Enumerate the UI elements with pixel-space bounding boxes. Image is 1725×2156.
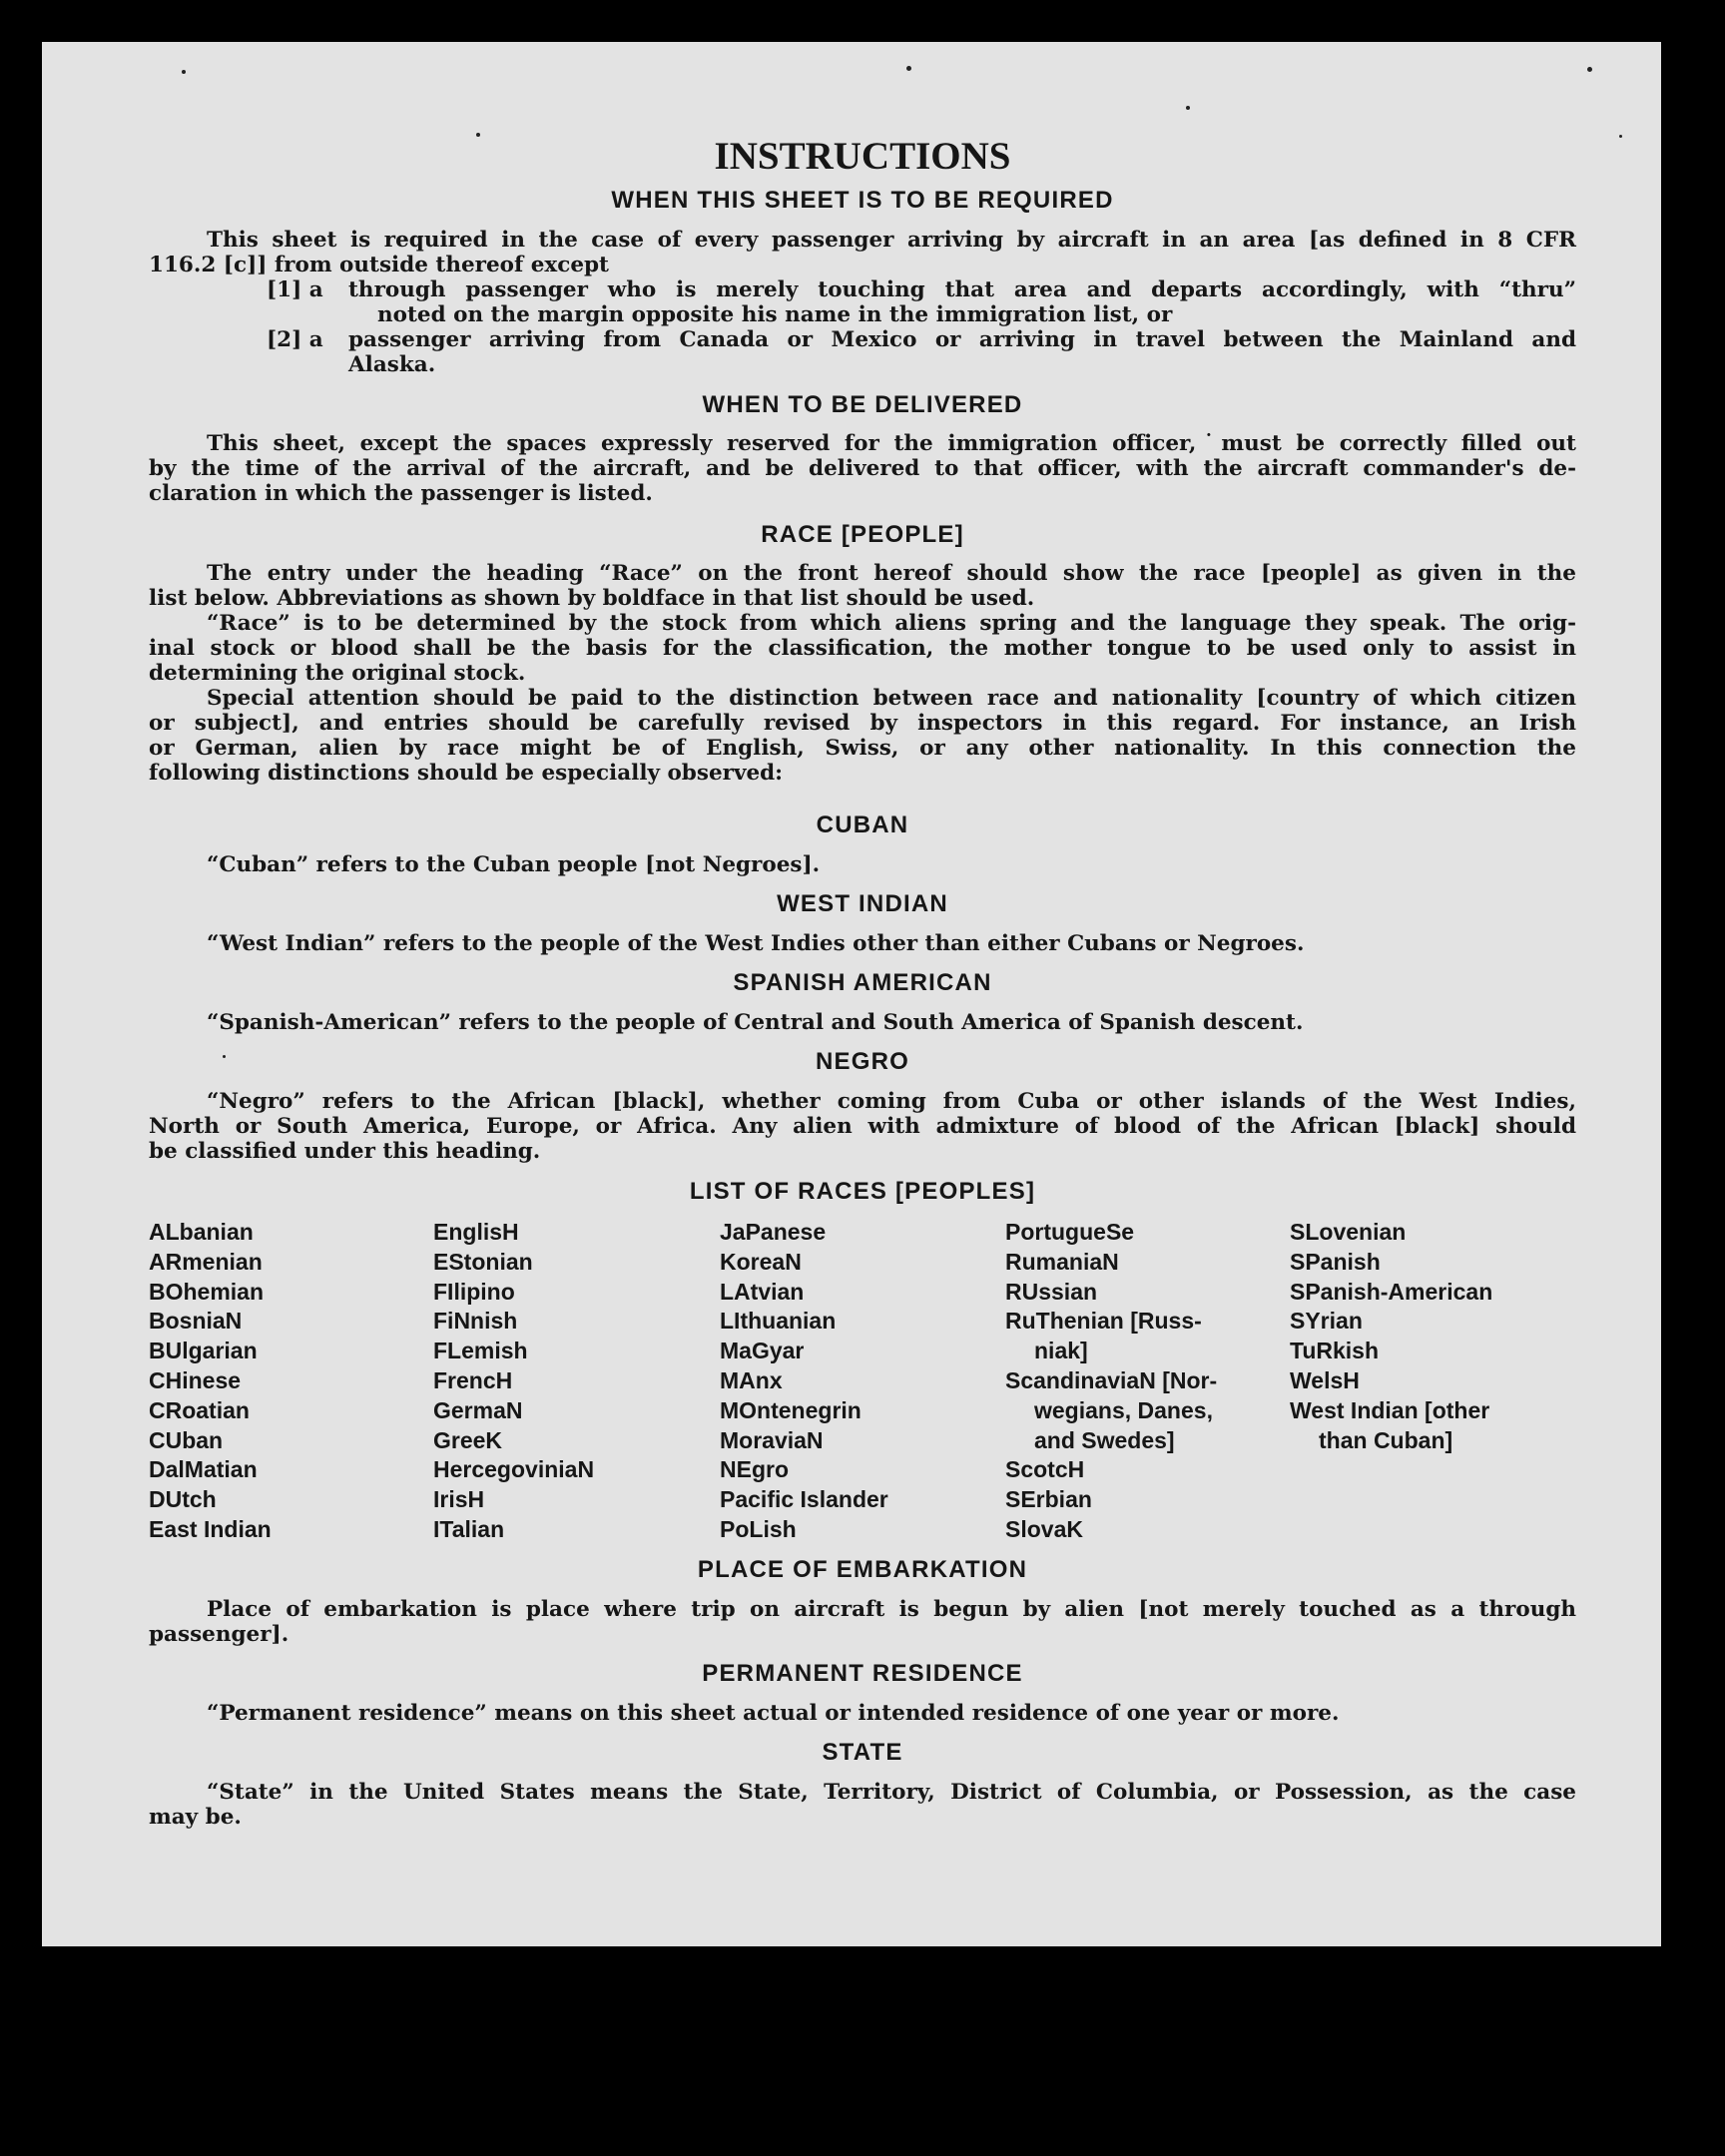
race-item: West Indian [other: [1290, 1396, 1490, 1423]
race-item: GermaN: [433, 1396, 523, 1423]
item-number: [1] a: [267, 277, 323, 302]
text-line: 116.2 [c]] from outside thereof except: [149, 253, 609, 277]
race-item: RUssian: [1005, 1278, 1098, 1305]
heading-permanent-residence: PERMANENT RESIDENCE: [702, 1660, 1023, 1687]
text-line: “State” in the United States means the State, Territory, District of Columbia, or Possession, as the case: [207, 1780, 1576, 1805]
text-line: or subject], and entries should be carefully revised by inspectors in this regard. For instance, an Irish: [149, 711, 1576, 736]
required-intro: [149, 228, 1576, 277]
scan-speck: [906, 66, 911, 71]
residence-paragraph: [149, 1701, 1576, 1726]
race-item: BUlgarian: [149, 1338, 258, 1364]
scan-speck: [182, 70, 186, 74]
race-item: SLovenian: [1290, 1219, 1407, 1245]
text-line: claration in which the passenger is listed.: [149, 481, 653, 506]
race-item: RumaniaN: [1005, 1248, 1119, 1275]
race-item: CUban: [149, 1426, 224, 1453]
race-item: FiNnish: [433, 1308, 518, 1335]
text-line: The entry under the heading “Race” on the front hereof should show the race [people] as given in the: [207, 561, 1576, 586]
west-indian-paragraph: [149, 931, 1576, 956]
race-item: East Indian: [149, 1515, 272, 1542]
race-item: PortugueSe: [1005, 1219, 1135, 1245]
race-item-continuation: niak]: [1034, 1338, 1088, 1364]
text-line: “Cuban” refers to the Cuban people [not Negroes].: [207, 852, 821, 877]
text-line: passenger].: [149, 1622, 289, 1647]
race-item: LIthuanian: [720, 1308, 837, 1335]
item-text: [348, 327, 1576, 377]
item-text: [348, 277, 1576, 327]
text-line: Alaska.: [348, 352, 436, 377]
race-item: EStonian: [433, 1248, 533, 1275]
cuban-paragraph: [149, 852, 1576, 877]
race-item: JaPanese: [720, 1219, 827, 1245]
race-item: GreeK: [433, 1426, 503, 1453]
text-line: following distinctions should be especially observed:: [149, 761, 784, 786]
heading-when-required: WHEN THIS SHEET IS TO BE REQUIRED: [611, 187, 1114, 214]
race-item: FrencH: [433, 1366, 513, 1393]
race-item: MoraviaN: [720, 1426, 824, 1453]
text-line: by the time of the arrival of the aircraft, and be delivered to that officer, with the aircraft commander's de-: [149, 456, 1576, 481]
text-line: North or South America, Europe, or Africa. Any alien with admixture of blood of the African [black] should: [149, 1114, 1576, 1139]
race-item: RuThenian [Russ-: [1005, 1308, 1202, 1335]
text-line: through passenger who is merely touching that area and departs accordingly, with “thru”: [348, 277, 1576, 302]
text-line: list below. Abbreviations as shown by boldface in that list should be used.: [149, 586, 1035, 611]
text-line: may be.: [149, 1805, 242, 1830]
race-column-4: [1005, 1218, 1295, 1545]
text-line: “West Indian” refers to the people of the West Indies other than either Cubans or Negroes.: [207, 931, 1305, 956]
race-item: HercegoviniaN: [433, 1456, 595, 1483]
scan-speck: [1587, 67, 1592, 72]
text-line: “Negro” refers to the African [black], whether coming from Cuba or other islands of the West Indies,: [207, 1089, 1576, 1114]
race-item: PoLish: [720, 1515, 797, 1542]
race-item: Pacific Islander: [720, 1486, 888, 1513]
race-column-5: [1290, 1218, 1579, 1455]
spanish-american-paragraph: [149, 1010, 1576, 1035]
race-item-continuation: wegians, Danes,: [1034, 1396, 1213, 1423]
race-item: SPanish: [1290, 1248, 1381, 1275]
race-item: EnglisH: [433, 1219, 519, 1245]
instruction-sheet: [42, 42, 1661, 1946]
race-column-1: [149, 1218, 438, 1545]
race-item: LAtvian: [720, 1278, 805, 1305]
race-item: WelsH: [1290, 1366, 1360, 1393]
race-item: ARmenian: [149, 1248, 263, 1275]
race-column-3: [720, 1218, 1009, 1545]
heading-list-of-races: LIST OF RACES [PEOPLES]: [689, 1178, 1036, 1205]
heading-state: STATE: [822, 1739, 903, 1766]
text-line: Special attention should be paid to the distinction between race and nationality [country of which citizen: [207, 686, 1576, 711]
race-item: ITalian: [433, 1515, 505, 1542]
heading-negro: NEGRO: [815, 1048, 909, 1075]
race-item: DalMatian: [149, 1456, 258, 1483]
race-item: KoreaN: [720, 1248, 802, 1275]
delivered-paragraph: [149, 431, 1576, 506]
race-item: SlovaK: [1005, 1515, 1083, 1542]
text-line: be classified under this heading.: [149, 1139, 541, 1164]
race-item: MaGyar: [720, 1338, 805, 1364]
embarkation-paragraph: [149, 1597, 1576, 1647]
race-item: MAnx: [720, 1366, 783, 1393]
race-item: SPanish-American: [1290, 1278, 1493, 1305]
race-item: CRoatian: [149, 1396, 250, 1423]
race-item: TuRkish: [1290, 1338, 1380, 1364]
text-line: This sheet is required in the case of every passenger arriving by aircraft in an area [as defined in 8 CFR: [207, 228, 1576, 253]
race-item: FIlipino: [433, 1278, 515, 1305]
race-paragraph: [149, 561, 1576, 786]
text-line: This sheet, except the spaces expressly reserved for the immigration officer,˙must be correctly filled out: [207, 431, 1576, 456]
heading-west-indian: WEST INDIAN: [777, 890, 948, 917]
race-item: BosniaN: [149, 1308, 243, 1335]
text-line: inal stock or blood shall be the basis for the classification, the mother tongue to be used only to assist in: [149, 636, 1576, 661]
scan-speck: [1186, 106, 1190, 110]
heading-spanish-american: SPANISH AMERICAN: [733, 969, 992, 996]
race-item: ScotcH: [1005, 1456, 1085, 1483]
text-line: passenger arriving from Canada or Mexico or arriving in travel between the Mainland and: [348, 327, 1576, 352]
race-column-2: [433, 1218, 723, 1545]
text-line: “Permanent residence” means on this sheet actual or intended residence of one year or more.: [207, 1701, 1340, 1726]
race-item: SYrian: [1290, 1308, 1363, 1335]
text-line: determining the original stock.: [149, 661, 526, 686]
item-number: [2] a: [267, 327, 323, 352]
race-item: IrisH: [433, 1486, 485, 1513]
page-title: INSTRUCTIONS: [714, 135, 1011, 178]
heading-when-delivered: WHEN TO BE DELIVERED: [702, 391, 1023, 418]
race-item: FLemish: [433, 1338, 528, 1364]
race-item: CHinese: [149, 1366, 242, 1393]
race-item: ScandinaviaN [Nor-: [1005, 1366, 1218, 1393]
text-line: “Spanish-American” refers to the people of Central and South America of Spanish descent.: [207, 1010, 1304, 1035]
race-item: NEgro: [720, 1456, 789, 1483]
text-line: Place of embarkation is place where trip on aircraft is begun by alien [not merely touched as a through: [207, 1597, 1576, 1622]
race-item: ALbanian: [149, 1219, 254, 1245]
state-paragraph: [149, 1780, 1576, 1830]
race-item: DUtch: [149, 1486, 217, 1513]
text-line: noted on the margin opposite his name in the immigration list, or: [377, 302, 1173, 327]
text-line: “Race” is to be determined by the stock from which aliens spring and the language they speak. The orig-: [207, 611, 1576, 636]
scan-speck: [1619, 135, 1622, 138]
heading-place-of-embarkation: PLACE OF EMBARKATION: [697, 1556, 1028, 1583]
race-item: MOntenegrin: [720, 1396, 862, 1423]
race-item-continuation: and Swedes]: [1034, 1426, 1175, 1453]
heading-cuban: CUBAN: [816, 811, 909, 838]
negro-paragraph: [149, 1089, 1576, 1164]
race-item-continuation: than Cuban]: [1319, 1426, 1453, 1453]
heading-race: RACE [PEOPLE]: [761, 521, 964, 548]
race-item: BOhemian: [149, 1278, 265, 1305]
text-line: or German, alien by race might be of English, Swiss, or any other nationality. In this connection the: [149, 736, 1576, 761]
race-item: SErbian: [1005, 1486, 1092, 1513]
